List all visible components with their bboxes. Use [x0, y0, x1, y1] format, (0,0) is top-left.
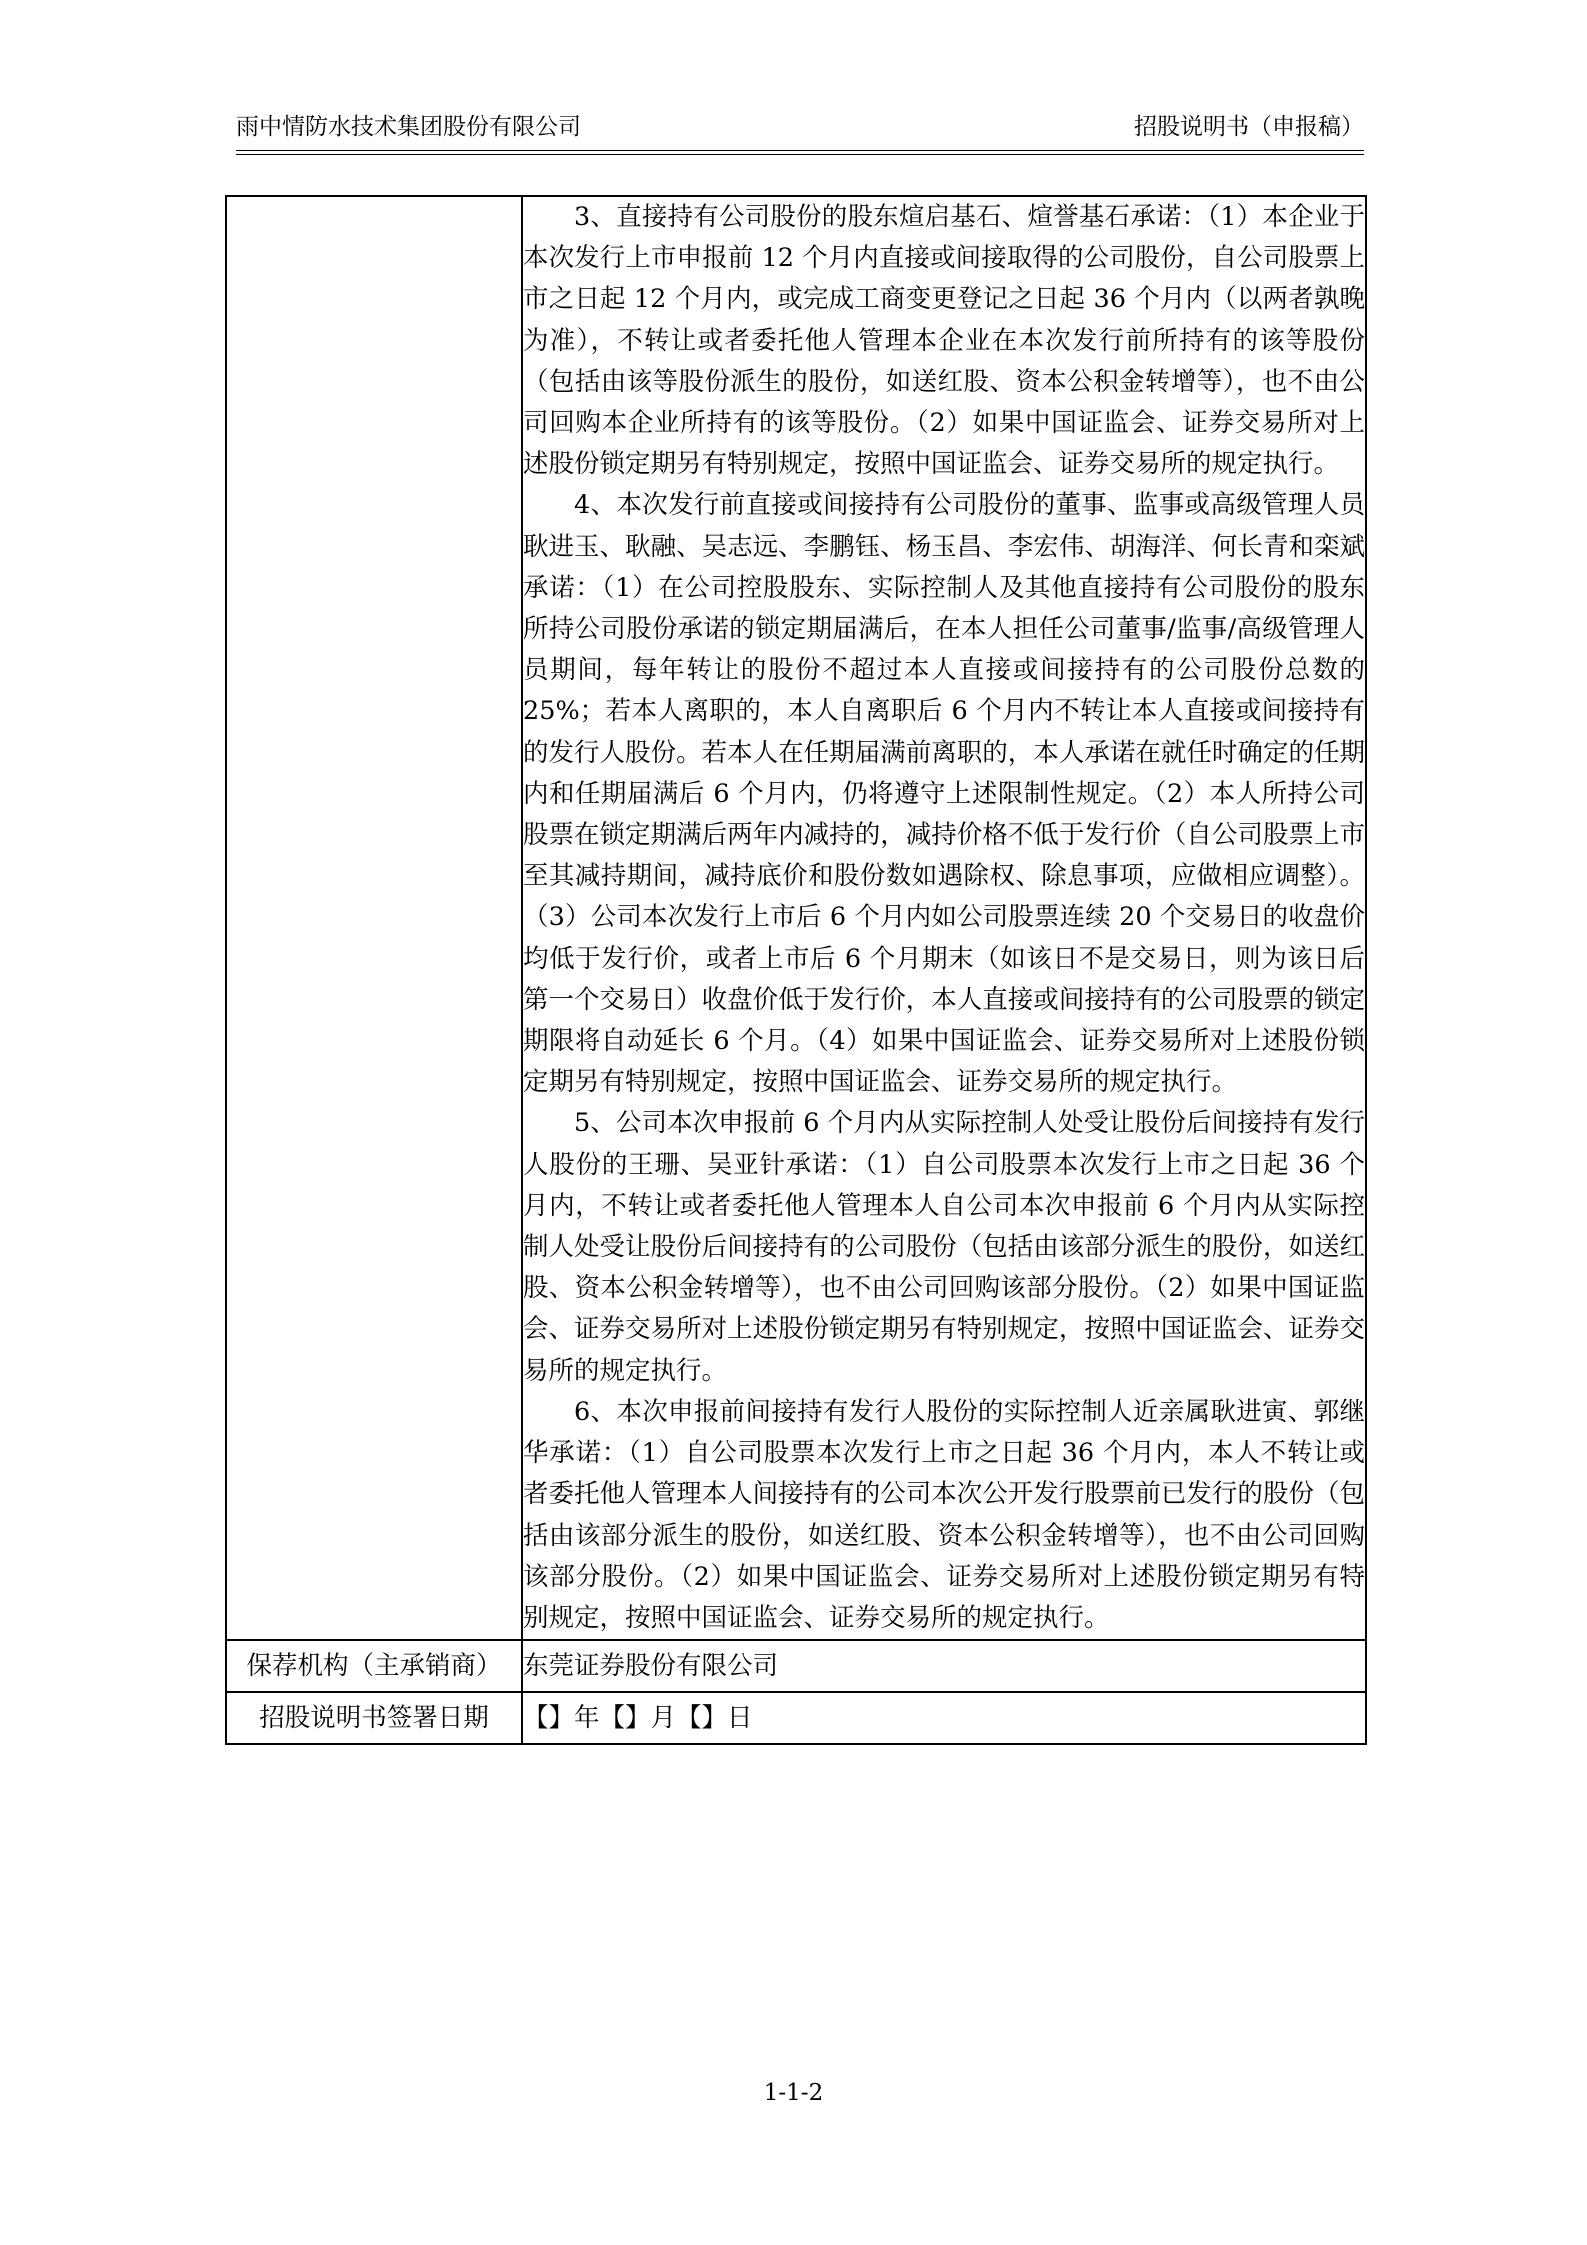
- commitment-paragraph: 3、直接持有公司股份的股东煊启基石、煊誉基石承诺：（1）本企业于本次发行上市申报前 12 个月内直接或间接取得的公司股份，自公司股票上市之日起 12 个月内，或完成工商变更登记之日起 36 个月内（以两者孰晚为准），不转让或者委托他人管理本企业在本次发行前所持有的该等股份（包括由该等股份派生的股份，如送红股、资本公积金转增等），也不由公司回购本企业所持有的该等股份。（2）如果中国证监会、证券交易所对上述股份锁定期另有特别规定，按照中国证监会、证券交易所的规定执行。: [523, 202, 1365, 480]
- commitment-paragraph: 4、本次发行前直接或间接持有公司股份的董事、监事或高级管理人员耿进玉、耿融、吴志远、李鹏钰、杨玉昌、李宏伟、胡海洋、何长青和栾斌承诺：（1）在公司控股股东、实际控制人及其他直接持有公司股份的股东所持公司股份承诺的锁定期届满后，在本人担任公司董事/监事/高级管理人员期间，每年转让的股份不超过本人直接或间接持有的公司股份总数的 25%；若本人离职的，本人自离职后 6 个月内不转让本人直接或间接持有的发行人股份。若本人在任期届满前离职的，本人承诺在就任时确定的任期内和任期届满后 6 个月内，仍将遵守上述限制性规定。（2）本人所持公司股票在锁定期满后两年内减持的，减持价格不低于发行价（自公司股票上市至其减持期间，减持底价和股份数如遇除权、除息事项，应做相应调整）。（3）公司本次发行上市后 6 个月内如公司股票连续 20 个交易日的收盘价均低于发行价，或者上市后 6 个月期末（如该日不是交易日，则为该日后第一个交易日）收盘价低于发行价，本人直接或间接持有的公司股票的锁定期限将自动延长 6 个月。（4）如果中国证监会、证券交易所对上述股份锁定期另有特别规定，按照中国证监会、证券交易所的规定执行。: [523, 490, 1365, 1098]
- empty-label-cell: [226, 196, 522, 1640]
- page-number: 1-1-2: [763, 2080, 824, 2106]
- signing-date-value: 【】年【】月【】日: [522, 1692, 1366, 1744]
- table-row: [226, 196, 1366, 1640]
- header-rule-thin: [236, 154, 1364, 155]
- table-row: [226, 1640, 1366, 1692]
- table-row: [226, 1692, 1366, 1744]
- sponsor-label: 保荐机构（主承销商）: [226, 1640, 522, 1692]
- signing-date-label: 招股说明书签署日期: [226, 1692, 522, 1744]
- sponsor-value: 东莞证券股份有限公司: [522, 1640, 1366, 1692]
- commitment-paragraph: 5、公司本次申报前 6 个月内从实际控制人处受让股份后间接持有发行人股份的王珊、吴亚针承诺：（1）自公司股票本次发行上市之日起 36 个月内，不转让或者委托他人管理本人自公司本次申报前 6 个月内从实际控制人处受让股份后间接持有的公司股份（包括由该部分派生的股份，如送红股、资本公积金转增等），也不由公司回购该部分股份。（2）如果中国证监会、证券交易所对上述股份锁定期另有特别规定，按照中国证监会、证券交易所的规定执行。: [523, 1108, 1365, 1386]
- lockup-commitments-cell: [522, 196, 1366, 1640]
- document-type: 招股说明书（申报稿）: [1134, 114, 1364, 140]
- header-rule: [236, 150, 1364, 151]
- offering-summary-table: [225, 195, 1367, 1745]
- company-name: 雨中情防水技术集团股份有限公司: [236, 114, 581, 140]
- commitment-paragraph: 6、本次申报前间接持有发行人股份的实际控制人近亲属耿进寅、郭继华承诺：（1）自公司股票本次发行上市之日起 36 个月内，本人不转让或者委托他人管理本人间接持有的公司本次公开发行股票前已发行的股份（包括由该部分派生的股份，如送红股、资本公积金转增等），也不由公司回购该部分股份。（2）如果中国证监会、证券交易所对上述股份锁定期另有特别规定，按照中国证监会、证券交易所的规定执行。: [523, 1396, 1365, 1633]
